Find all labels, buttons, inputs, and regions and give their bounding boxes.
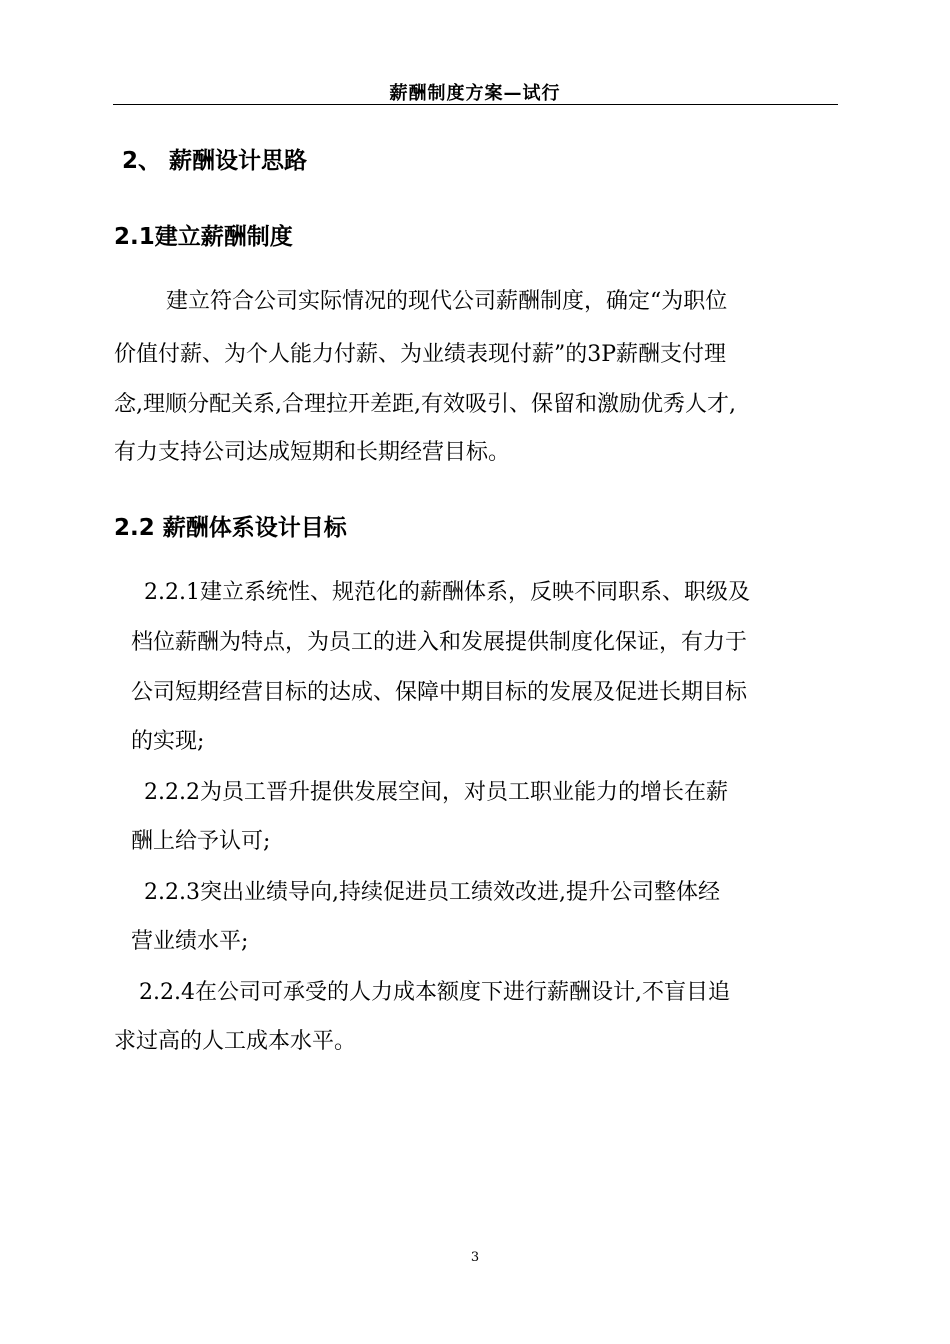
header-rule [113,104,838,105]
page-number: 3 [470,1250,480,1265]
item-2-2-3-line-2: 营业绩水平; [131,929,249,954]
item-2-2-3-line-1: 2.2.3突出业绩导向,持续促进员工绩效改进,提升公司整体经 [144,880,720,905]
para-2-1-line-3: 念,理顺分配关系,合理拉开差距,有效吸引、保留和激励优秀人才, [114,392,736,417]
para-2-1-line-1: 建立符合公司实际情况的现代公司薪酬制度，确定“为职位 [166,289,728,314]
item-2-2-2-line-1: 2.2.2为员工晋升提供发展空间，对员工职业能力的增长在薪 [144,780,728,805]
item-2-2-4-line-2: 求过高的人工成本水平。 [114,1029,357,1054]
item-2-2-4-line-1: 2.2.4在公司可承受的人力成本额度下进行薪酬设计,不盲目追 [139,980,730,1005]
item-2-2-1-line-4: 的实现; [131,729,205,754]
section-2-heading: 2、 薪酬设计思路 [122,148,308,174]
item-2-2-1-line-1: 2.2.1建立系统性、规范化的薪酬体系，反映不同职系、职级及 [144,580,750,605]
item-2-2-2-line-2: 酬上给予认可; [131,829,271,854]
para-2-1-line-4: 有力支持公司达成短期和长期经营目标。 [114,440,511,465]
section-2-2-heading: 2.2 薪酬体系设计目标 [114,515,347,541]
item-2-2-1-line-3: 公司短期经营目标的达成、保障中期目标的发展及促进长期目标 [131,680,748,705]
item-2-2-1-line-2: 档位薪酬为特点，为员工的进入和发展提供制度化保证，有力于 [131,630,748,655]
para-2-1-line-2: 价值付薪、为个人能力付薪、为业绩表现付薪”的3P薪酬支付理 [114,342,727,367]
page-header-title: 薪酬制度方案—试行 [389,83,561,104]
section-2-1-heading: 2.1建立薪酬制度 [114,224,293,250]
